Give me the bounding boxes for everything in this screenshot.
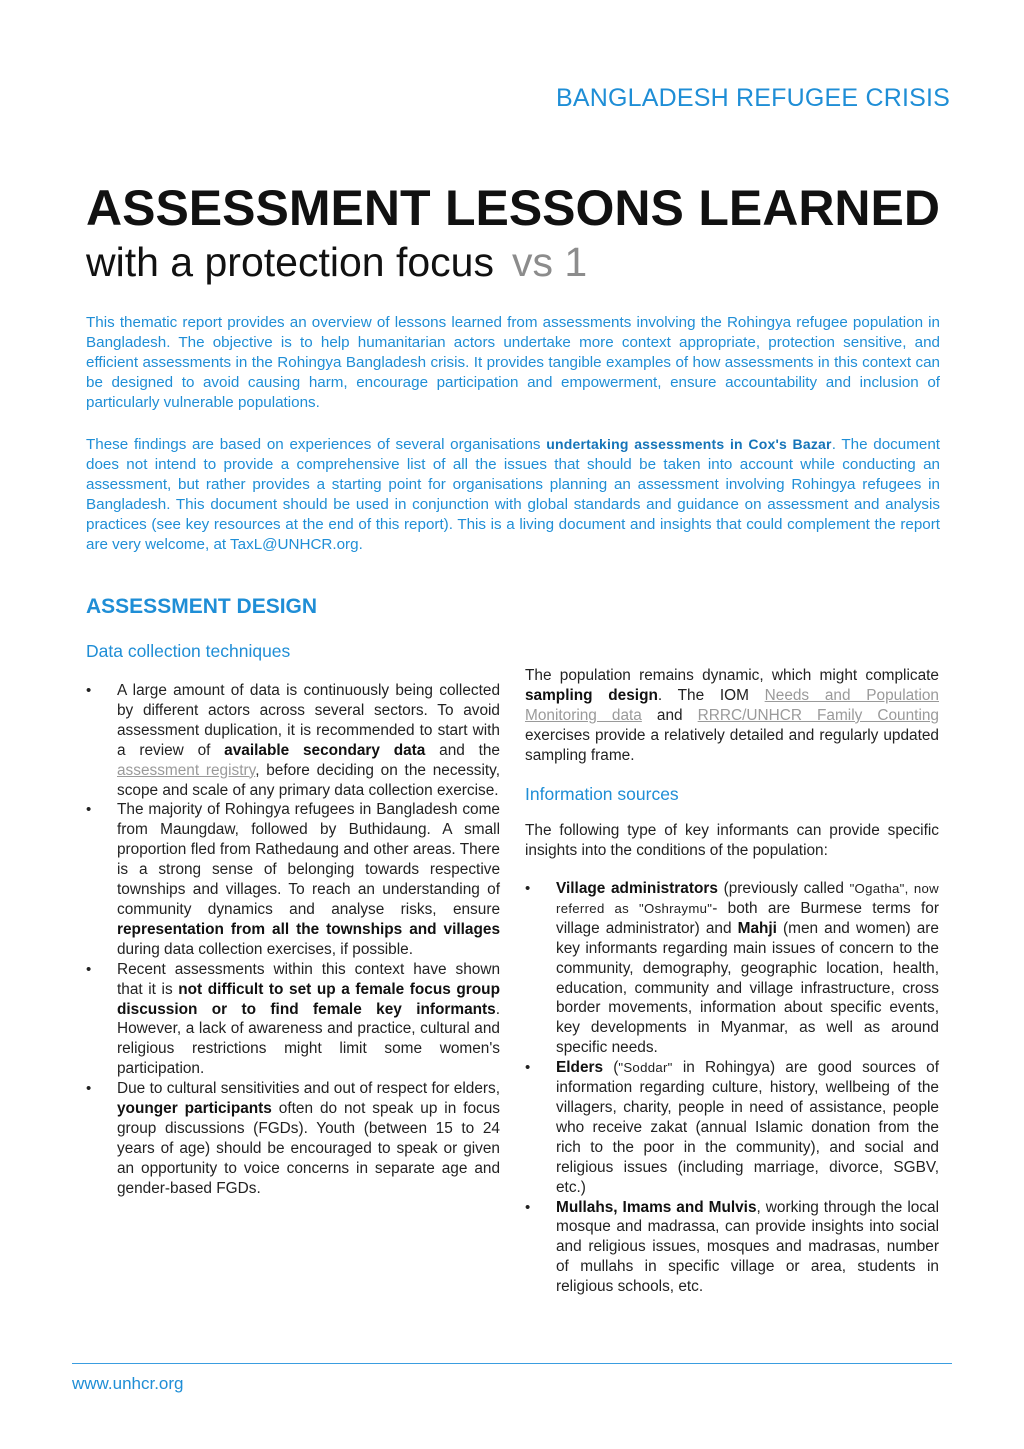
list-text: , before deciding on the necessity, scope and scale of any primary data collection exercise.: [117, 761, 500, 799]
list-text: , working through the local mosque and madrassa, can provide insights into social and religious issues, mosques and madrasas, number of mullahs in specific village or area, students in religious schools, etc.: [556, 1198, 939, 1296]
list-text: . However, a lack of awareness and practice, cultural and religious restrictions might limit some women's participation.: [117, 1000, 500, 1078]
list-item: [525, 879, 939, 1058]
para-text: The population remains dynamic, which might complicate: [525, 667, 939, 684]
list-bold: Elders: [556, 1059, 604, 1077]
list-bold: representation from all the townships and villages: [117, 920, 500, 938]
section-heading: ASSESSMENT DESIGN: [86, 595, 318, 618]
intro-paragraph-1: This thematic report provides an overview of lessons learned from assessments involving the Rohingya refugee population in Bangladesh. The objective is to help humanitarian actors undertake more context appropriate, protection sensitive, and efficient assessments in the Rohingya Bangladesh crisis. It provides tangible examples of how assessments in this context can be designed to avoid causing harm, encourage participation and empowerment, ensure accountability and inclusion of particularly vulnerable populations.: [86, 314, 940, 411]
intro-p2-text-a: These findings are based on experiences of several organisations: [86, 436, 547, 453]
list-bold: Mullahs, Imams and Mulvis: [556, 1198, 757, 1216]
footer-divider: [72, 1363, 952, 1364]
list-quote: "Soddar": [618, 1060, 673, 1076]
family-counting-link[interactable]: RRRC/UNHCR Family Counting: [697, 706, 939, 724]
bullet-icon: •: [525, 880, 531, 897]
list-item: [525, 1198, 939, 1298]
list-bold: Mahji: [737, 919, 777, 937]
list-bold: Village administrators: [556, 880, 718, 897]
list-text: A large amount of data is continuously being collected by different actors across several sectors. To avoid assessment duplication, it is recommended to start with a review of: [117, 682, 500, 759]
list-item: [86, 681, 500, 800]
page-subtitle: [86, 236, 587, 288]
list-bold: not difficult to set up a female focus group discussion or to find female key informants: [117, 980, 500, 1018]
assessment-registry-link[interactable]: assessment registry: [117, 761, 256, 779]
list-text: (men and women) are key informants regarding main issues of concern to the community, demography, geographic location, health, education, community and village infrastructure, cross border movements, information about specific events, key developments in Myanmar, as well as around specific needs.: [556, 919, 939, 1057]
list-item: [525, 1058, 939, 1197]
list-bold: younger participants: [117, 1100, 272, 1118]
right-column: [525, 666, 939, 766]
intro-p2-highlight: undertaking assessments in Cox's Bazar: [546, 436, 832, 452]
key-informants-block: [525, 879, 939, 1297]
needs-monitoring-link[interactable]: Needs and Population Monitoring data: [525, 686, 939, 724]
intro-p2-text-b: . The document does not intend to provide a comprehensive list of all the issues that should be taken into account while conducting an assessment, but rather provides a starting point for organisations planning an assessment involving Rohingya refugees in Bangladesh. This document should be used in conjunction with global standards and guidance on assessment and analysis practices (see key resources at the end of this report). This is a living document and insights that could complement the report are very welcome, at TaxL@UNHCR.org.: [86, 436, 940, 553]
header-tag: BANGLADESH REFUGEE CRISIS: [556, 84, 950, 112]
list-text: often do not speak up in focus group discussions (FGDs). Youth (between 15 to 24 years of age) should be encouraged to speak or given an opportunity to voice concerns in separate age and gender-based FGDs.: [117, 1100, 500, 1197]
bullet-icon: •: [525, 1059, 531, 1077]
page-title: ASSESSMENT LESSONS LEARNED: [86, 180, 940, 236]
list-bold: available secondary data: [224, 741, 426, 759]
para-text: exercises provide a relatively detailed and regularly updated sampling frame.: [525, 726, 939, 764]
list-text: Recent assessments within this context have shown that it is: [117, 960, 500, 998]
bullet-icon: •: [86, 801, 92, 819]
para-text: . The IOM: [657, 686, 765, 704]
subheading-information-sources: Information sources: [525, 784, 679, 804]
bullet-icon: •: [86, 682, 92, 699]
right-column-lower: [525, 821, 939, 861]
list-text: - both are Burmese terms for village administrator) and: [556, 899, 939, 937]
list-item: [86, 1079, 500, 1198]
left-column: [86, 681, 500, 1199]
list-text: and the: [425, 741, 500, 759]
list-text: Due to cultural sensitivities and out of respect for elders,: [117, 1080, 500, 1098]
list-text: The majority of Rohingya refugees in Bangladesh come from Maungdaw, followed by Buthidaung. A small proportion fled from Rathedaung and other areas. There is a strong sense of belonging towards respective townships and villages. To reach an understanding of community dynamics and analyse risks, ensure: [117, 801, 500, 918]
list-text: (previously called: [717, 880, 850, 897]
version-label: vs 1: [511, 239, 588, 285]
para-bold: sampling design: [525, 686, 658, 704]
bullet-icon: •: [525, 1198, 531, 1216]
key-informants-list: [525, 879, 939, 1297]
list-item: [86, 800, 500, 959]
bullet-icon: •: [86, 960, 92, 978]
subtitle-text: with a protection focus: [86, 239, 494, 285]
list-text: (: [603, 1059, 619, 1077]
list-item: [86, 960, 500, 1079]
footer-website-link[interactable]: www.unhcr.org: [72, 1374, 184, 1393]
subheading-data-collection: Data collection techniques: [86, 641, 291, 661]
key-informants-intro: The following type of key informants can provide specific insights into the conditions of the population:: [525, 822, 939, 859]
list-text: in Rohingya) are good sources of information regarding culture, history, wellbeing of the villagers, charity, people in need of assistance, people who receive zakat (annual Islamic donation from the rich to the poor in the community), and social and religious issues (including marriage, divorce, SGBV, etc.): [556, 1059, 939, 1196]
para-text: and: [641, 706, 698, 724]
intro-paragraph-2: [86, 434, 940, 555]
list-text: during data collection exercises, if possible.: [117, 940, 413, 958]
bullet-icon: •: [86, 1080, 92, 1098]
list-quote: "Ogatha", now referred as "Oshraymu": [556, 881, 939, 916]
data-collection-list: [86, 681, 500, 1199]
sampling-paragraph: [525, 666, 939, 766]
